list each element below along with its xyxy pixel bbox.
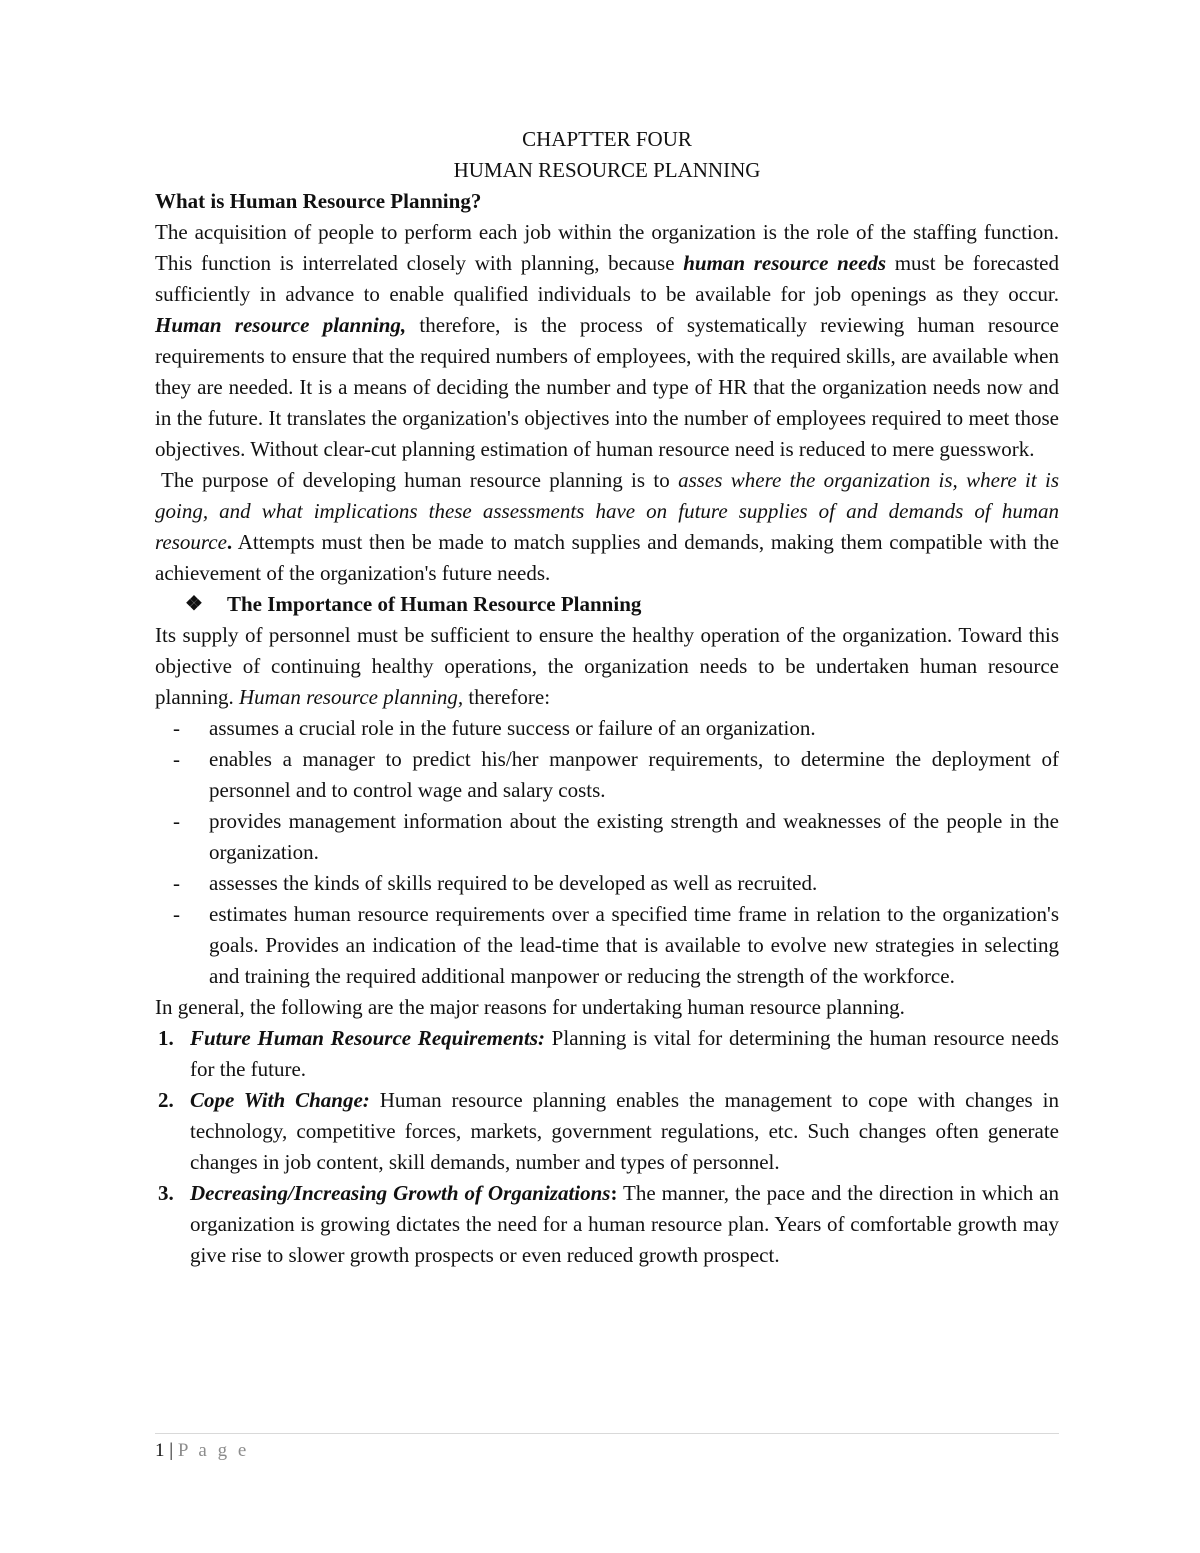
- list-item-text: provides management information about the existing strength and weaknesses of the people in the organization.: [209, 809, 1059, 864]
- text-run: Its supply of personnel must be sufficient to ensure the healthy operation of the organization. Toward this objective of continuing healthy operations, the organization needs to be undertaken human resource planning.: [155, 623, 1059, 709]
- text-run: therefore, is the process of systematically reviewing human resource requirements to ensure that the required numbers of employees, with the required skills, are available when they are needed. It is a means of deciding the number and type of HR that the organization needs now and in the future. It translates the organization's objectives into the number of employees required to meet those objectives. Without clear-cut planning estimation of human resource need is reduced to mere guesswork.: [155, 313, 1059, 461]
- page-footer: [155, 1433, 1059, 1462]
- dash-bullet-icon: -: [173, 747, 180, 771]
- page-separator: |: [164, 1440, 178, 1461]
- text-run: .: [226, 530, 233, 554]
- text-run: The purpose of developing human resource planning is to: [161, 468, 679, 492]
- dash-bullet-icon: -: [173, 716, 180, 740]
- section-heading-what-is-hrp: What is Human Resource Planning?: [155, 189, 482, 213]
- list-item-text: enables a manager to predict his/her manpower requirements, to determine the deployment of personnel and to control wage and salary costs.: [209, 747, 1059, 802]
- text-run: The acquisition of people to perform each job within the organization is the role of the staffing function. This function is interrelated closely with planning, because: [155, 220, 1059, 275]
- list-item: [155, 899, 1059, 992]
- paragraph-reasons-intro: In general, the following are the major reasons for undertaking human resource planning.: [155, 995, 905, 1019]
- reason-item-future-requirements: [155, 1023, 1059, 1085]
- list-item: [155, 868, 1059, 899]
- reasons-list: [155, 1023, 1059, 1271]
- reason-text: Human resource planning enables the management to cope with changes in technology, competitive forces, markets, government regulations, etc. Such changes often generate changes in job content, skill demands, number and types of personnel.: [190, 1088, 1059, 1174]
- list-item-text: assumes a crucial role in the future success or failure of an organization.: [209, 716, 816, 740]
- emphasis-human-resource-planning: Human resource planning,: [155, 313, 407, 337]
- list-item: [155, 806, 1059, 868]
- diamond-bullet-icon: ❖: [185, 593, 203, 615]
- reason-item-cope-with-change: [155, 1085, 1059, 1178]
- paragraph-staffing-function: [155, 217, 1059, 465]
- section-heading-importance: [155, 589, 1059, 620]
- reason-text: The manner, the pace and the direction in which an organization is growing dictates the need for a human resource plan. Years of comfortable growth may give rise to slower growth prospects or even reduced growth prospect.: [190, 1181, 1059, 1267]
- chapter-title: CHAPTTER FOUR: [522, 127, 692, 151]
- list-number: 3.: [158, 1181, 174, 1205]
- dash-bullet-icon: -: [173, 809, 180, 833]
- chapter-subtitle: HUMAN RESOURCE PLANNING: [453, 158, 761, 182]
- reason-item-growth: [155, 1178, 1059, 1271]
- document-page: [155, 124, 1059, 1271]
- reason-term: Future Human Resource Requirements:: [190, 1026, 545, 1050]
- paragraph-purpose: [155, 465, 1059, 589]
- list-item: [155, 744, 1059, 806]
- text-run: Attempts must then be made to match supplies and demands, making them compatible with the achievement of the organization's future needs.: [155, 530, 1059, 585]
- text-run: therefore:: [463, 685, 551, 709]
- list-item-text: estimates human resource requirements over a specified time frame in relation to the organization's goals. Provides an indication of the lead-time that is available to evolve new strategies in selecting and training the required additional manpower or reducing the strength of the workforce.: [209, 902, 1059, 988]
- section-heading-text: The Importance of Human Resource Planning: [227, 592, 642, 616]
- list-number: 1.: [158, 1026, 174, 1050]
- emphasis-purpose-statement: asses where the organization is, where it is going, and what implications these assessments have on future supplies of and demands of human resource: [155, 468, 1060, 554]
- reason-text: Planning is vital for determining the human resource needs for the future.: [190, 1026, 1059, 1081]
- page-number: 1: [155, 1440, 165, 1461]
- paragraph-supply-of-personnel: [155, 620, 1059, 713]
- text-run: must be forecasted sufficiently in advance to enable qualified individuals to be available for job openings as they occur.: [155, 251, 1059, 306]
- emphasis-human-resource-needs: human resource needs: [683, 251, 887, 275]
- reason-term-colon: :: [610, 1181, 618, 1205]
- dash-bullet-icon: -: [173, 871, 180, 895]
- emphasis-human-resource-planning: Human resource planning,: [239, 685, 464, 709]
- page-label: P a g e: [177, 1440, 250, 1461]
- reason-term: Decreasing/Increasing Growth of Organizations: [190, 1181, 611, 1205]
- reason-term: Cope With Change:: [190, 1088, 370, 1112]
- list-item-text: assesses the kinds of skills required to be developed as well as recruited.: [209, 871, 818, 895]
- list-item: [155, 713, 1059, 744]
- list-number: 2.: [158, 1088, 174, 1112]
- importance-list: [155, 713, 1059, 992]
- dash-bullet-icon: -: [173, 902, 180, 926]
